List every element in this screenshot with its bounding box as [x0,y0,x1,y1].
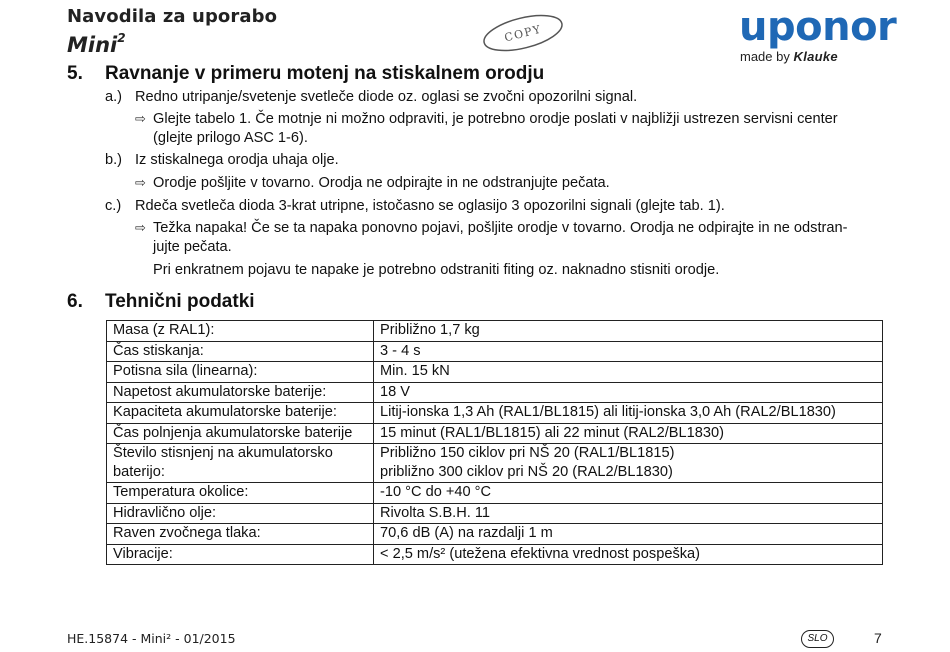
technical-data-table [106,320,883,565]
spec-value-cell [374,503,883,524]
arrow-right-icon: ⇨ [135,220,146,235]
language-badge: SLO [801,630,834,648]
table-row [107,483,883,504]
spec-label-cell [107,503,374,524]
table-row [107,524,883,545]
spec-value: približno 300 ciklov pri NŠ 20 (RAL2/BL1830) [380,464,673,480]
spec-value: -10 °C do +40 °C [380,484,492,500]
spec-value: 15 minut (RAL1/BL1815) ali 22 minut (RAL2/BL1830) [380,424,724,441]
spec-label: Hidravlično olje: [113,504,217,521]
spec-label: Kapaciteta akumulatorske baterije: [113,404,337,420]
spec-label-cell [107,544,374,565]
spec-label: Masa (z RAL1): [113,322,215,338]
table-row [107,362,883,383]
spec-label-cell [107,423,374,444]
item-b-action-line-1: Orodje pošljite v tovarno. Orodja ne odpirajte in ne odstranjujte pečata. [153,175,610,191]
spec-label: Temperatura okolice: [113,484,249,500]
model-superscript: 2 [117,31,126,45]
made-by-text: made by [740,49,790,64]
spec-label-cell [107,524,374,545]
spec-value-cell [374,444,883,483]
page-number: 7 [874,630,882,646]
spec-label: Potisna sila (linearna): [113,363,258,379]
item-b-text: Iz stiskalnega orodja uhaja olje. [135,152,339,168]
item-a-action-line-1: Glejte tabelo 1. Če motnje ni možno odpraviti, je potrebno orodje poslati v najbližji ustrezen servisni center [153,111,838,127]
table-row [107,403,883,424]
model-name-text: Mini [67,33,118,57]
spec-value-cell [374,524,883,545]
item-a-label: a.) [105,89,123,105]
document-title: Navodila za uporabo [67,6,278,27]
spec-value-cell [374,341,883,362]
section-6-title: Tehnični podatki [105,291,255,312]
spec-value-cell [374,382,883,403]
item-a-text: Redno utripanje/svetenje svetleče diode oz. oglasi se zvočni opozorilni signal. [135,89,638,105]
spec-value: Približno 150 ciklov pri NŠ 20 (RAL1/BL1815) [380,445,675,461]
table-row [107,444,883,483]
spec-label: Čas polnjenja akumulatorske baterije [113,424,353,441]
spec-value-cell [374,483,883,504]
spec-label: Napetost akumulatorske baterije: [113,383,327,400]
spec-value: Rivolta S.B.H. 11 [380,504,491,521]
document-id: HE.15874 - Mini² - 01/2015 [67,631,236,646]
arrow-right-icon: ⇨ [135,111,146,126]
item-c-action-line-1: Težka napaka! Če se ta napaka ponovno pojavi, pošljite orodje v tovarno. Orodja ne odpirajte in ne odstran- [153,220,848,236]
spec-label-cell [107,341,374,362]
spec-value: Približno 1,7 kg [380,322,480,338]
model-name [67,33,126,57]
spec-label: Vibracije: [113,545,173,562]
item-c-label: c.) [105,198,122,214]
spec-value-cell [374,403,883,424]
spec-value: 3 - 4 s [380,342,421,359]
spec-label-cell [107,362,374,383]
item-a-action-line-2: (glejte prilogo ASC 1-6). [153,130,308,146]
spec-label-cell [107,483,374,504]
klauke-brand: Klauke [793,49,838,64]
uponor-logo: uponor [739,4,897,50]
spec-value-cell [374,321,883,342]
made-by-klauke [740,49,838,64]
item-c-text: Rdeča svetleča dioda 3-krat utripne, istočasno se oglasijo 3 opozorilni signali (glejte tab. 1). [135,198,725,214]
copy-stamp [478,10,568,56]
table-row [107,503,883,524]
table-row [107,341,883,362]
section-5-title: Ravnanje v primeru motenj na stiskalnem orodju [105,63,545,84]
section-6-number: 6. [67,291,83,312]
spec-value: 70,6 dB (A) na razdalji 1 m [380,525,553,541]
item-c-action-line-2: jujte pečata. [153,239,232,255]
table-row [107,321,883,342]
spec-value: < 2,5 m/s² (utežena efektivna vrednost pospeška) [380,545,701,562]
spec-value: Litij-ionska 1,3 Ah (RAL1/BL1815) ali litij-ionska 3,0 Ah (RAL2/BL1830) [380,404,836,420]
table-row [107,544,883,565]
table-row [107,423,883,444]
spec-label: Število stisnjenj na akumulatorsko [113,445,333,461]
copy-stamp-text: COPY [503,22,544,45]
spec-label: Čas stiskanja: [113,342,204,359]
spec-label: baterijo: [113,464,165,480]
arrow-right-icon: ⇨ [135,175,146,190]
spec-label-cell [107,321,374,342]
spec-value: Min. 15 kN [380,363,450,379]
spec-label: Raven zvočnega tlaka: [113,525,261,541]
table-row [107,382,883,403]
spec-label-cell [107,382,374,403]
section-5-number: 5. [67,63,83,84]
spec-value: 18 V [380,383,411,400]
spec-label-cell [107,444,374,483]
item-c-note: Pri enkratnem pojavu te napake je potrebno odstraniti fiting oz. naknadno stisniti orodje. [153,262,720,278]
spec-value-cell [374,362,883,383]
spec-label-cell [107,403,374,424]
technical-data-body [107,321,883,565]
spec-value-cell [374,544,883,565]
spec-value-cell [374,423,883,444]
item-b-label: b.) [105,152,123,168]
